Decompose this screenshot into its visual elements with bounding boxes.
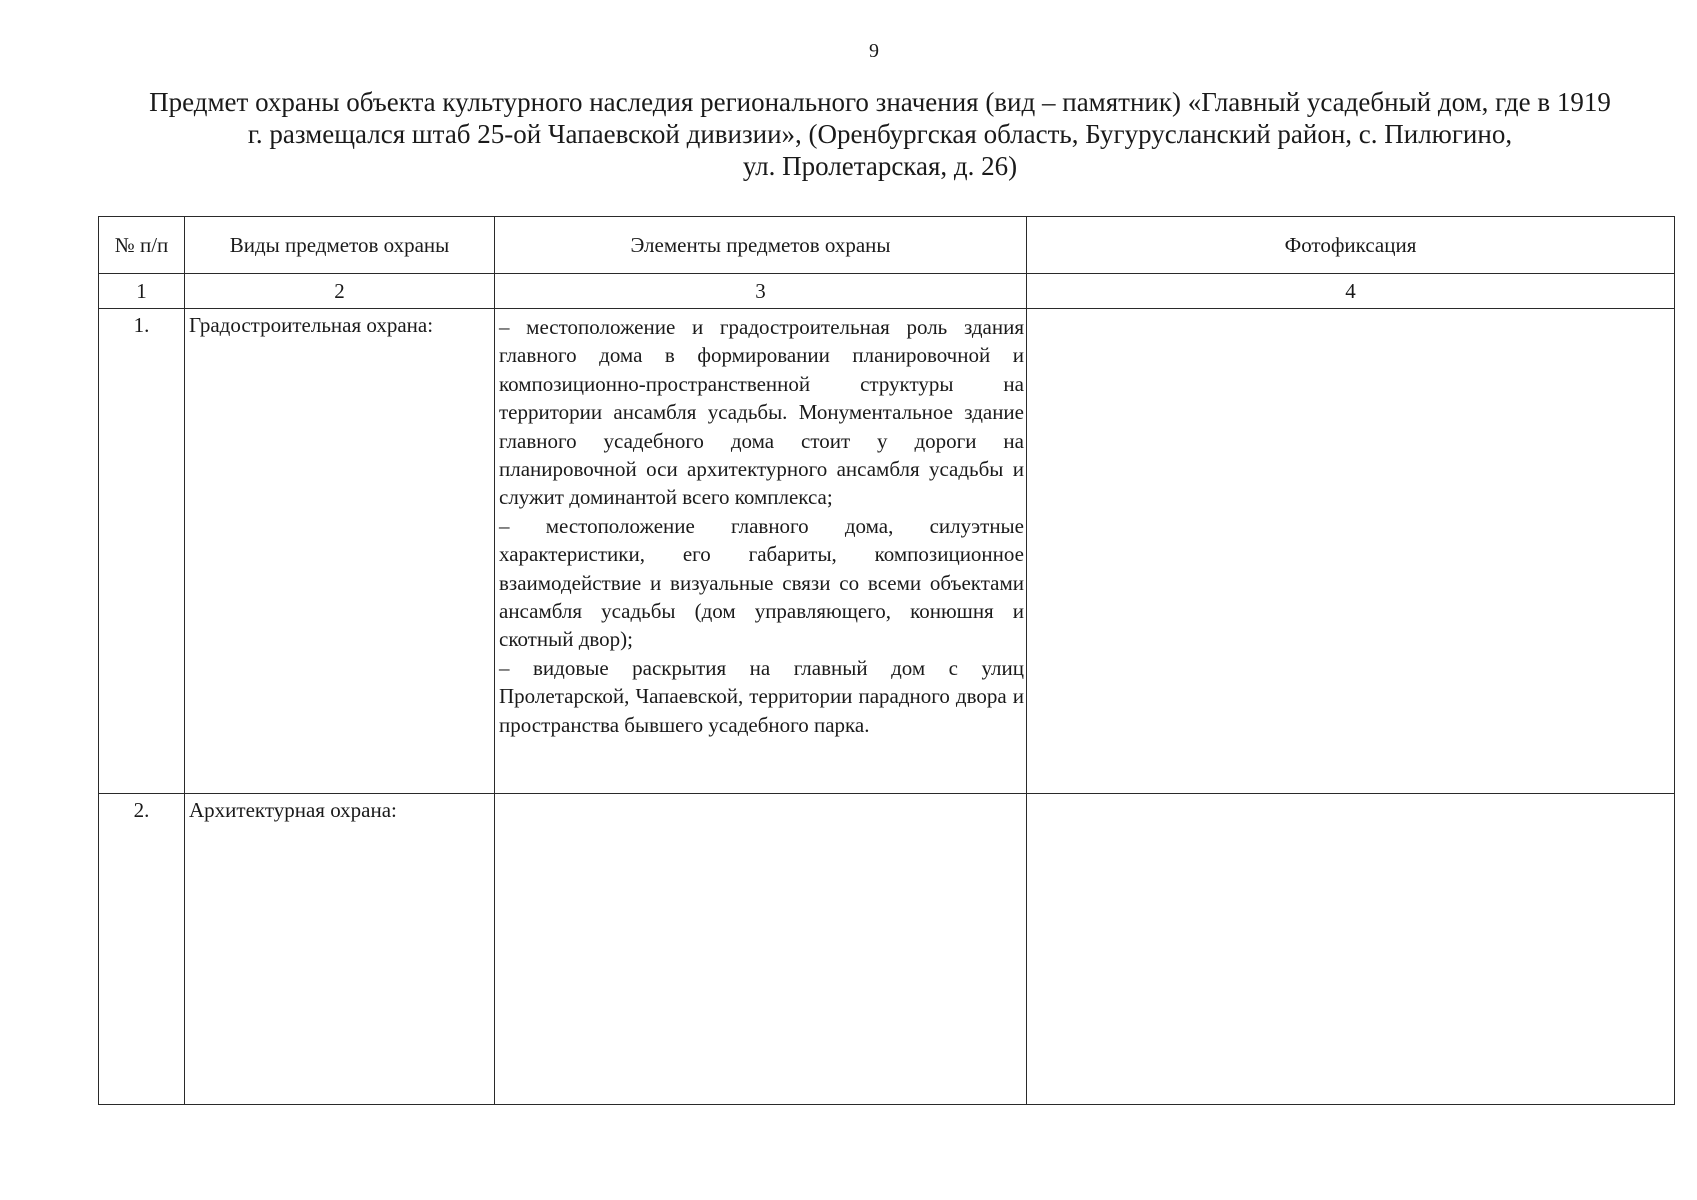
row-number: 2. — [99, 794, 185, 1105]
photo-fixation-cell — [1027, 794, 1675, 1105]
photo-fixation-cell — [1027, 309, 1675, 794]
header-num: № п/п — [99, 217, 185, 274]
element-item: – видовые раскрытия на главный дом с улиц Пролетарской, Чапаевской, территории парадного двора и пространства бывшего усадебного парка. — [499, 655, 1024, 737]
document-title — [90, 86, 1670, 182]
column-number: 2 — [185, 274, 495, 309]
protection-elements — [495, 309, 1027, 794]
document-title-line: Предмет охраны объекта культурного наследия регионального значения (вид – памятник) «Главный усадебный дом, где в 1919 — [149, 87, 1611, 117]
element-item: – местоположение и градостроительная роль здания главного дома в формировании планировочной и композиционно-пространственной структуры на территории ансамбля усадьбы. Монументальное здание главного усадебного дома стоит у дороги на планировочной оси архитектурного ансамбля усадьбы и служит доминантой всего комплекса; — [499, 315, 1024, 510]
table-header-row — [99, 217, 1675, 274]
column-number: 3 — [495, 274, 1027, 309]
table-row — [99, 794, 1675, 1105]
document-title-line: г. размещался штаб 25-ой Чапаевской дивизии», (Оренбургская область, Бугурусланский район, с. Пилюгино, — [247, 119, 1513, 149]
column-number: 4 — [1027, 274, 1675, 309]
column-number: 1 — [99, 274, 185, 309]
protection-kind: Архитектурная охрана: — [185, 794, 495, 1105]
column-number-row — [99, 274, 1675, 309]
element-item: – местоположение главного дома, силуэтные характеристики, его габариты, композиционное взаимодействие и визуальные связи со всеми объектами ансамбля усадьбы (дом управляющего, конюшня и скотный двор); — [499, 513, 1024, 652]
protection-subject-table — [98, 216, 1675, 1105]
row-number: 1. — [99, 309, 185, 794]
protection-elements — [495, 794, 1027, 1105]
header-photo: Фотофиксация — [1027, 217, 1675, 274]
header-kinds: Виды предметов охраны — [185, 217, 495, 274]
header-elements: Элементы предметов охраны — [495, 217, 1027, 274]
protection-kind: Градостроительная охрана: — [185, 309, 495, 794]
table-row — [99, 309, 1675, 794]
document-title-line: ул. Пролетарская, д. 26) — [742, 151, 1018, 181]
page-number: 9 — [869, 40, 879, 62]
